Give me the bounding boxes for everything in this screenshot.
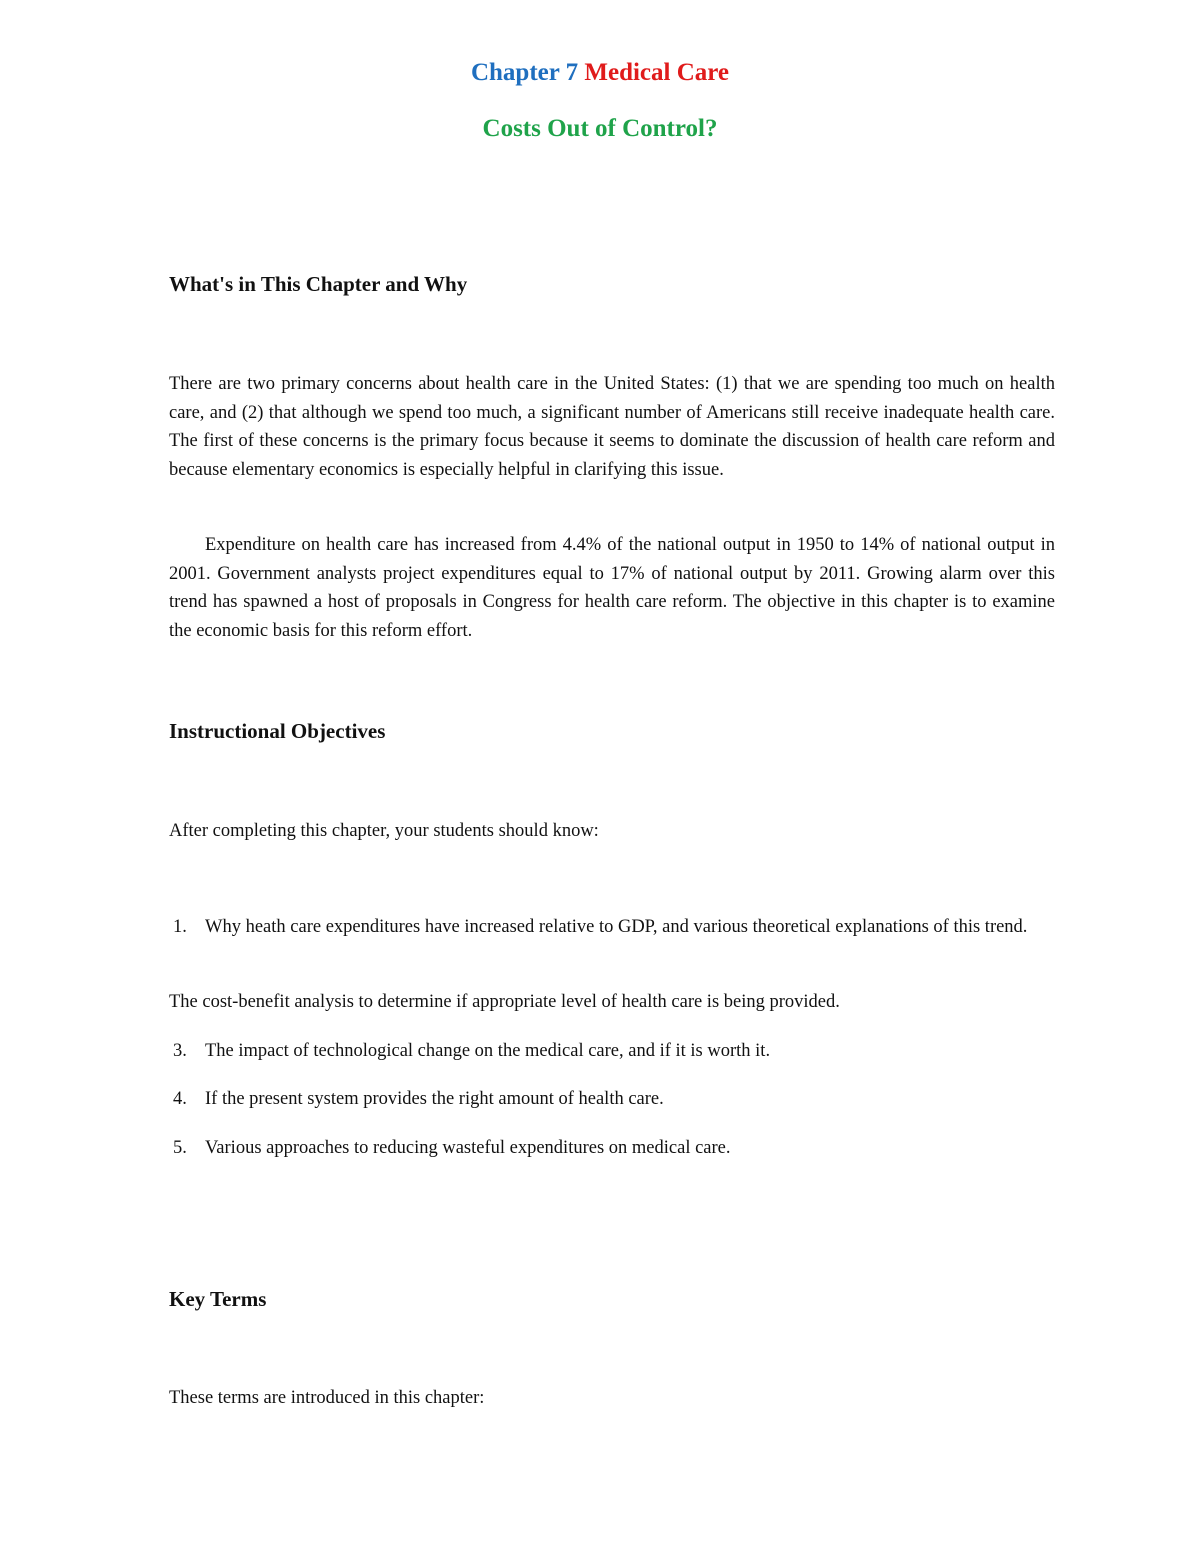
list-item xyxy=(169,1037,1055,1066)
list-item xyxy=(169,913,1055,942)
list-item-number: 5. xyxy=(173,1138,187,1158)
objectives-intro: After completing this chapter, your students should know: xyxy=(169,821,599,841)
list-item-text: If the present system provides the right amount of health care. xyxy=(205,1089,664,1109)
list-item-number: 4. xyxy=(173,1089,187,1109)
list-item-number: 3. xyxy=(173,1041,187,1061)
list-item-number: 1. xyxy=(173,917,187,937)
chapter-number: Chapter 7 xyxy=(470,59,579,86)
section1-paragraph-1: There are two primary concerns about health care in the United States: (1) that we are spending too much on health care, and (2) that although we spend too much, a significant number of Americans still receive inadequate health care. The first of these concerns is the primary focus because it seems to dominate the discussion of health care reform and because elementary economics is especially helpful in clarifying this issue. xyxy=(169,374,1055,480)
list-item xyxy=(169,1134,1055,1163)
list-item-text: Why heath care expenditures have increased relative to GDP, and various theoretical explanations of this trend. xyxy=(205,917,1028,937)
list-item xyxy=(169,1085,1055,1114)
chapter-subtitle: Costs Out of Control? xyxy=(482,115,718,142)
section-heading-whats-in-chapter: What's in This Chapter and Why xyxy=(169,272,468,296)
list-item-text: The impact of technological change on the medical care, and if it is worth it. xyxy=(205,1041,771,1061)
key-terms-intro: These terms are introduced in this chapter: xyxy=(169,1388,485,1408)
list-item-text: Various approaches to reducing wasteful expenditures on medical care. xyxy=(205,1138,731,1158)
section-heading-instructional-objectives: Instructional Objectives xyxy=(169,719,386,743)
chapter-subject: Medical Care xyxy=(584,59,730,86)
chapter-title xyxy=(0,58,1200,88)
section-heading-key-terms: Key Terms xyxy=(169,1287,267,1311)
list-item-text: The cost-benefit analysis to determine if appropriate level of health care is being provided. xyxy=(169,992,840,1012)
section1-paragraph-2: Expenditure on health care has increased from 4.4% of the national output in 1950 to 14% of national output in 2001. Government analysts project expenditures equal to 17% of national output by 2011. Growing alarm over this trend has spawned a host of proposals in Congress for health care reform. The objective in this chapter is to examine the economic basis for this reform effort. xyxy=(169,535,1055,641)
